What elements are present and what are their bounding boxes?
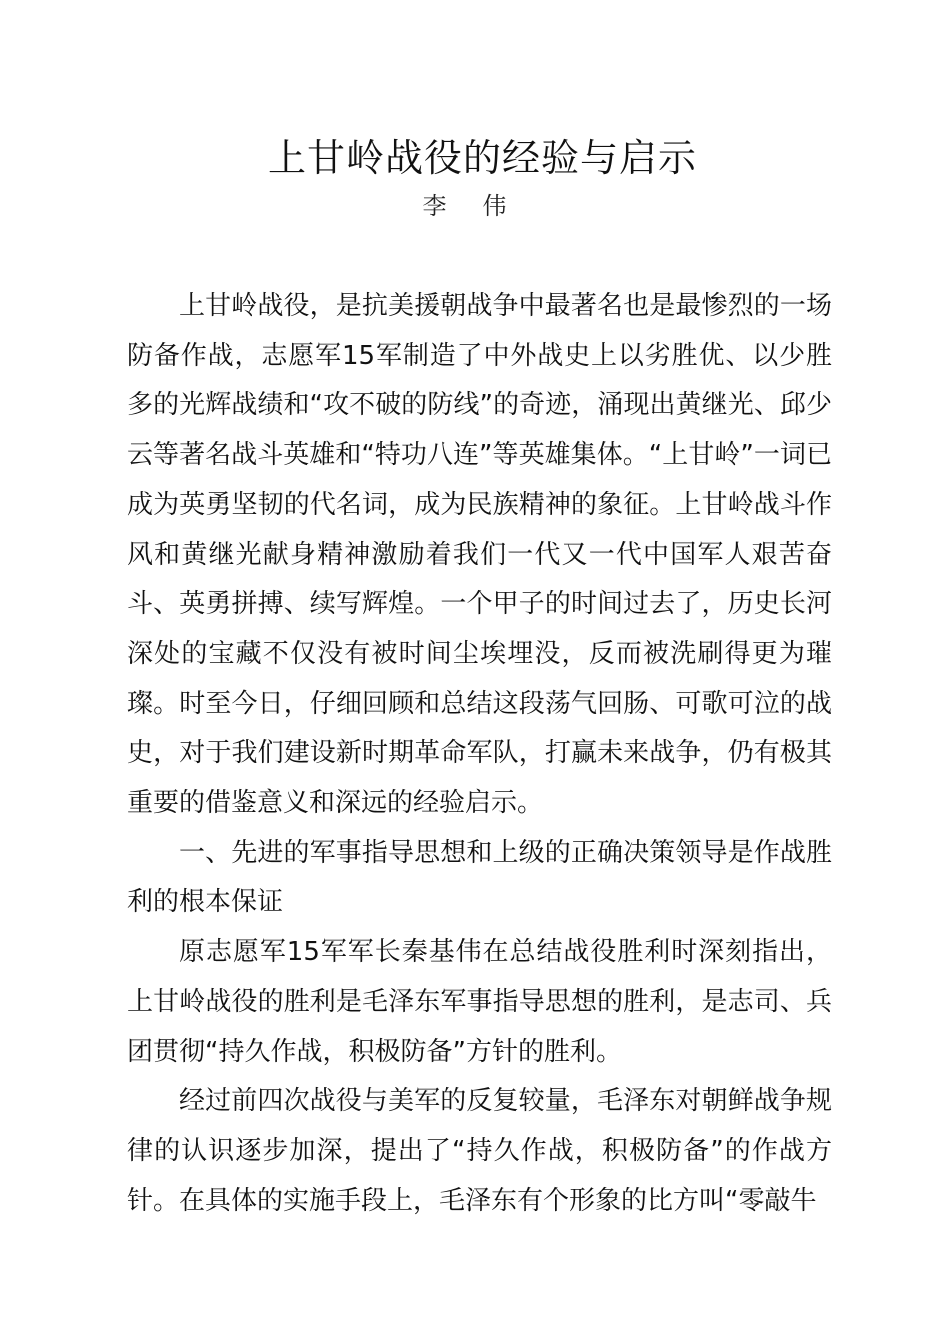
paragraph-section-1-a: 原志愿军15军军长秦基伟在总结战役胜利时深刻指出，上甘岭战役的胜利是毛泽东军事指导思想的胜利，是志司、兵团贯彻“持久作战，积极防备”方针的胜利。 <box>127 937 832 1067</box>
document-title: 上甘岭战役的经验与启示 <box>267 136 697 180</box>
paragraph-section-1-b: 经过前四次战役与美军的反复较量，毛泽东对朝鲜战争规律的认识逐步加深，提出了“持久作战，积极防备”的作战方针。在具体的实施手段上，毛泽东有个形象的比方叫“零敲牛 <box>127 1086 832 1216</box>
section-heading-1: 一、先进的军事指导思想和上级的正确决策领导是作战胜利的根本保证 <box>127 837 832 918</box>
document-author: 李伟 <box>422 192 543 220</box>
paragraph-intro: 上甘岭战役，是抗美援朝战争中最著名也是最惨烈的一场防备作战，志愿军15军制造了中外战史上以劣胜优、以少胜多的光辉战绩和“攻不破的防线”的奇迹，涌现出黄继光、邱少云等著名战斗英雄和“特功八连”等英雄集体。“上甘岭”一词已成为英勇坚韧的代名词，成为民族精神的象征。上甘岭战斗作风和黄继光献身精神激励着我们一代又一代中国军人艰苦奋斗、英勇拼搏、续写辉煌。一个甲子的时间过去了，历史长河深处的宝藏不仅没有被时间尘埃埋没，反而被洗刷得更为璀璨。时至今日，仔细回顾和总结这段荡气回肠、可歌可泣的战史，对于我们建设新时期革命军队，打赢未来战争，仍有极其重要的借鉴意义和深远的经验启示。 <box>127 291 832 819</box>
document-body <box>127 282 832 1226</box>
